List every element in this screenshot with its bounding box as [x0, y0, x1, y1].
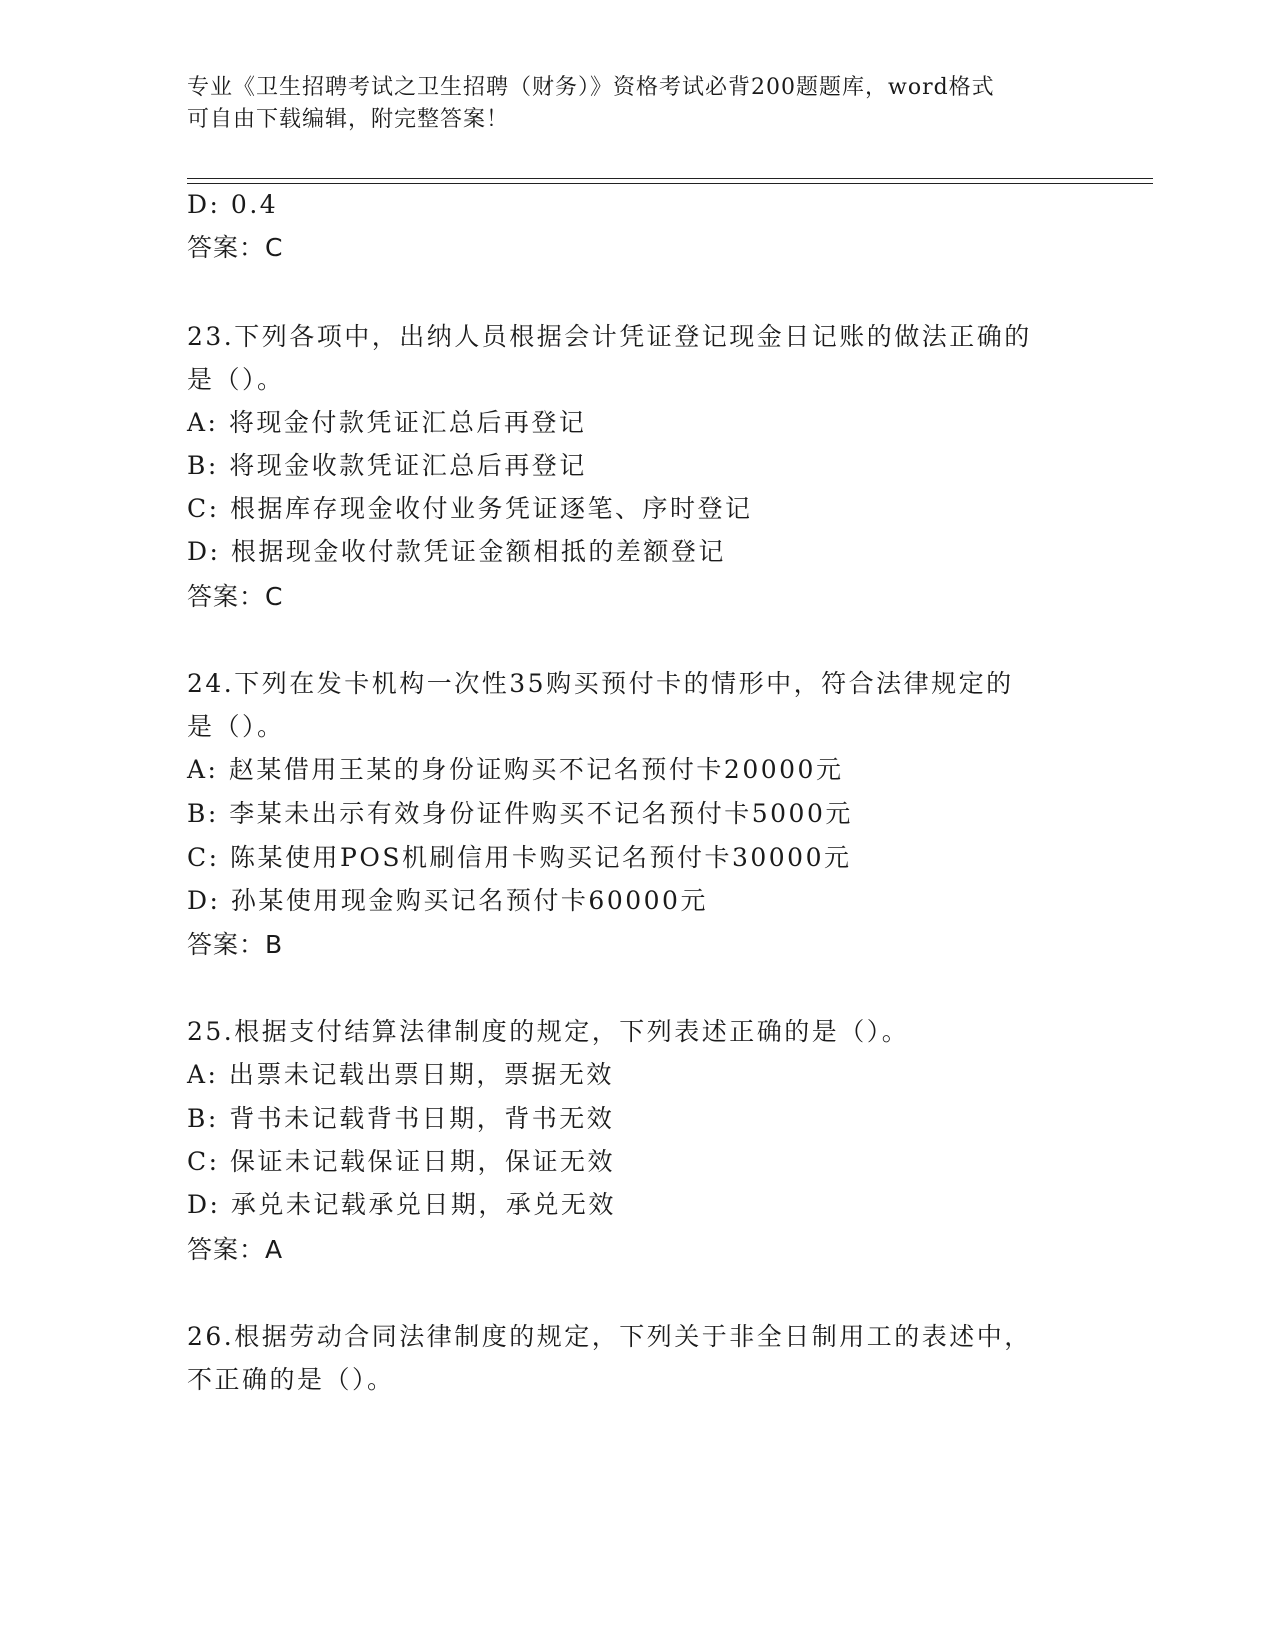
q25-option-d: D: 承兑未记载承兑日期，承兑无效 — [187, 1190, 616, 1219]
q23-answer: 答案：C — [187, 582, 284, 611]
q23-option-b: B: 将现金收款凭证汇总后再登记 — [187, 451, 587, 480]
q26-stem-line-1: 26.根据劳动合同法律制度的规定，下列关于非全日制用工的表述中， — [187, 1322, 1032, 1351]
q25-option-b: B: 背书未记载背书日期，背书无效 — [187, 1104, 615, 1133]
header-line-2: 可自由下载编辑，附完整答案！ — [187, 107, 510, 132]
q25-option-c: C: 保证未记载保证日期，保证无效 — [187, 1147, 615, 1176]
q23-stem-line-1: 23.下列各项中，出纳人员根据会计凭证登记现金日记账的做法正确的 — [187, 322, 1032, 351]
prev-answer: 答案：C — [187, 233, 284, 262]
header-line-1: 专业《卫生招聘考试之卫生招聘（财务）》资格考试必背200题题库，word格式 — [187, 75, 995, 100]
q24-option-b: B: 李某未出示有效身份证件购买不记名预付卡5000元 — [187, 799, 853, 828]
q25-option-a: A: 出票未记载出票日期，票据无效 — [187, 1060, 614, 1089]
q24-stem-line-2: 是（）。 — [187, 712, 285, 741]
header-rule-bottom — [187, 183, 1153, 184]
q24-answer: 答案：B — [187, 930, 284, 959]
q25-stem: 25.根据支付结算法律制度的规定，下列表述正确的是（）。 — [187, 1017, 910, 1046]
q24-option-d: D: 孙某使用现金购买记名预付卡60000元 — [187, 886, 708, 915]
q25-answer: 答案：A — [187, 1235, 284, 1264]
q24-option-a: A: 赵某借用王某的身份证购买不记名预付卡20000元 — [187, 755, 844, 784]
document-header — [187, 72, 1067, 136]
q26-stem-line-2: 不正确的是（）。 — [187, 1365, 395, 1394]
q23-stem-line-2: 是（）。 — [187, 365, 285, 394]
prev-option-d: D: 0.4 — [187, 190, 279, 219]
q24-stem-line-1: 24.下列在发卡机构一次性35购买预付卡的情形中，符合法律规定的 — [187, 669, 1014, 698]
q23-option-c: C: 根据库存现金收付业务凭证逐笔、序时登记 — [187, 494, 753, 523]
header-rule-top — [187, 178, 1153, 179]
q23-option-a: A: 将现金付款凭证汇总后再登记 — [187, 408, 587, 437]
q24-option-c: C: 陈某使用POS机刷信用卡购买记名预付卡30000元 — [187, 843, 852, 872]
q23-option-d: D: 根据现金收付款凭证金额相抵的差额登记 — [187, 537, 726, 566]
